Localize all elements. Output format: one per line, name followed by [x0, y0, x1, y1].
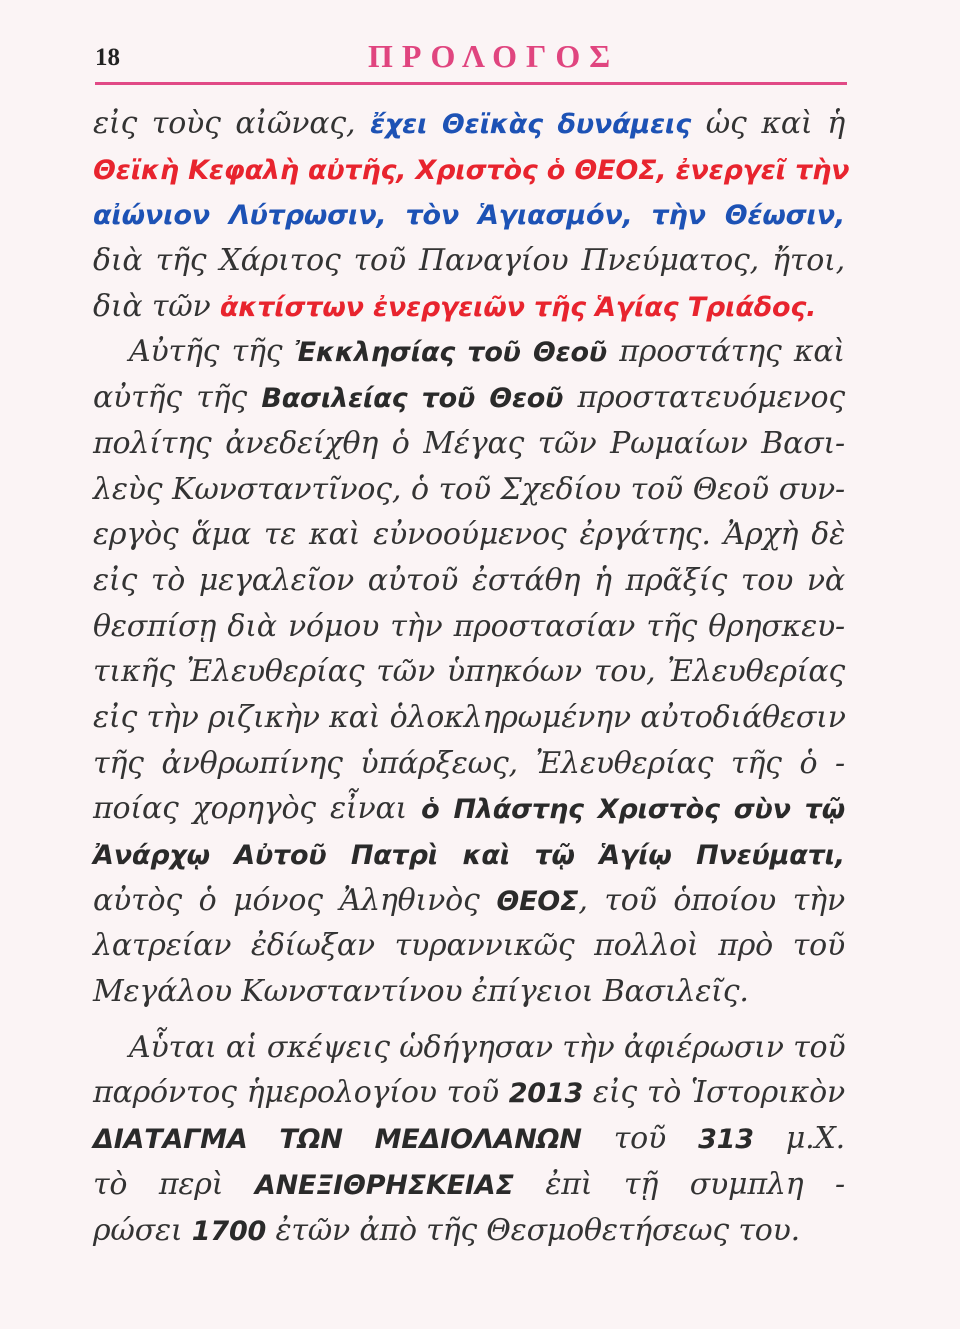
- text-segment: Μεγάλου Κωνσταντίνου ἐπίγειοι Βασιλεῖς.: [93, 974, 749, 1010]
- text-segment: 1700: [191, 1215, 267, 1247]
- text-line: [93, 1162, 845, 1208]
- text-line: [93, 695, 845, 741]
- text-line: [93, 192, 845, 238]
- text-segment: Αὗται αἱ σκέψεις ὡδήγησαν τὴν ἀφιέρωσιν τοῦ: [129, 1029, 846, 1065]
- text-line: [93, 741, 845, 787]
- text-segment: τῆς ἀνθρωπίνης ὑπάρξεως, Ἐλευθερίας τῆς ὁ -: [93, 745, 845, 781]
- text-segment: διὰ τῶν: [93, 288, 220, 324]
- text-segment: εἰς τὸ Ἱστορικὸν: [583, 1075, 845, 1111]
- text-segment: ποίας χορηγὸς εἶναι: [93, 791, 422, 827]
- text-line: [93, 878, 845, 924]
- text-line: [93, 467, 845, 513]
- text-segment: ἐτῶν ἀπὸ τῆς Θεσμοθετήσεως του.: [266, 1212, 800, 1248]
- text-segment: ἐπὶ τῇ συμπλη -: [513, 1166, 845, 1202]
- text-line: [93, 375, 845, 421]
- page-number: 18: [95, 44, 120, 71]
- text-line: [93, 1070, 845, 1116]
- text-segment: εἰς τὸ μεγαλεῖον αὐτοῦ ἐστάθη ἡ πρᾶξίς του νὰ: [93, 562, 845, 598]
- text-line: [93, 101, 845, 147]
- text-line: [93, 832, 845, 878]
- text-line: [93, 512, 845, 558]
- text-segment: ἀκτίστων ἐνεργειῶν τῆς Ἁγίας Τριάδος.: [219, 291, 817, 323]
- text-segment: Βασιλείας τοῦ Θεοῦ: [261, 383, 564, 415]
- text-segment: ΘΕΟΣ: [496, 885, 579, 917]
- text-line: [93, 329, 845, 375]
- body-text: [93, 101, 850, 1253]
- text-segment: αὐτὸς ὁ μόνος Ἀληθινὸς: [93, 882, 497, 918]
- text-segment: Αὐτῆς τῆς: [129, 334, 295, 370]
- text-line: [93, 604, 845, 650]
- text-segment: 313: [698, 1124, 754, 1156]
- text-segment: εἰς τὴν ριζικὴν καὶ ὁλοκληρωμένην αὐτοδιάθεσιν: [93, 699, 846, 735]
- text-line: [93, 147, 850, 193]
- text-segment: τὸ περὶ: [93, 1166, 255, 1202]
- text-segment: ἔχει Θεϊκὰς δυνάμεις: [370, 109, 692, 140]
- text-line: [93, 649, 845, 695]
- text-segment: λατρείαν ἐδίωξαν τυραννικῶς πολλοὶ πρὸ τοῦ: [93, 928, 845, 964]
- text-segment: τικῆς Ἐλευθερίας τῶν ὑπηκόων του, Ἐλευθερίας: [93, 654, 845, 690]
- text-segment: ΑΝΕΞΙΘΡΗΣΚΕΙΑΣ: [254, 1169, 514, 1201]
- text-segment: θεσπίσῃ διὰ νόμου τὴν προστασίαν τῆς θρησκευ-: [93, 608, 845, 644]
- text-line: [93, 969, 845, 1015]
- text-segment: Ἐκκλησίας τοῦ Θεοῦ: [294, 337, 607, 369]
- text-line: [93, 1025, 845, 1071]
- text-line: [93, 421, 845, 467]
- text-segment: λεὺς Κωνσταντῖνος, ὁ τοῦ Σχεδίου τοῦ Θεοῦ συν-: [93, 471, 845, 507]
- text-segment: προστάτης καὶ: [606, 334, 845, 370]
- text-segment: πολίτης ἀνεδείχθη ὁ Μέγας τῶν Ρωμαίων Βασι-: [93, 425, 845, 461]
- text-line: [93, 1116, 845, 1162]
- text-segment: ὁ Πλάστης Χριστὸς σὺν τῷ: [421, 794, 845, 826]
- text-segment: , τοῦ ὁποίου τὴν: [578, 882, 845, 918]
- text-segment: Θεϊκὴ Κεφαλὴ αὐτῆς, Χριστὸς ὁ ΘΕΟΣ, ἐνεργεῖ τὴν: [93, 154, 850, 186]
- text-line: [93, 558, 845, 604]
- text-segment: προστατευόμενος: [563, 380, 845, 416]
- text-segment: 2013: [508, 1078, 584, 1110]
- text-segment: μ.Χ.: [753, 1121, 845, 1157]
- text-line: [93, 1208, 845, 1254]
- text-segment: εἰς τοὺς αἰῶνας,: [93, 106, 371, 141]
- text-segment: αἰώνιον Λύτρωσιν, τὸν Ἁγιασμόν, τὴν Θέωσιν,: [93, 200, 845, 232]
- text-segment: διὰ τῆς Χάριτος τοῦ Παναγίου Πνεύματος, ἤτοι,: [93, 243, 845, 279]
- text-line: [93, 786, 845, 832]
- text-line: [93, 238, 845, 284]
- text-segment: αὐτῆς τῆς: [93, 380, 262, 416]
- header-rule: [95, 82, 847, 85]
- text-segment: ὡς καὶ ἡ: [691, 106, 845, 141]
- text-segment: ΔΙΑΤΑΓΜΑ ΤΩΝ ΜΕΔΙΟΛΑΝΩΝ: [93, 1124, 582, 1156]
- text-line: [93, 923, 845, 969]
- text-segment: Ἀνάρχῳ Αὐτοῦ Πατρὶ καὶ τῷ Ἁγίῳ Πνεύματι,: [93, 840, 845, 871]
- running-title: ΠΡΟΛΟΓΟΣ: [368, 38, 620, 74]
- text-line: [93, 284, 845, 330]
- page-header: [95, 36, 847, 84]
- text-segment: ρώσει: [93, 1212, 192, 1248]
- text-segment: τοῦ: [581, 1121, 699, 1157]
- text-segment: εργὸς ἅμα τε καὶ εὐνοούμενος ἐργάτης. Ἀρχὴ δὲ: [93, 517, 845, 553]
- text-segment: παρόντος ἡμερολογίου τοῦ: [93, 1075, 509, 1111]
